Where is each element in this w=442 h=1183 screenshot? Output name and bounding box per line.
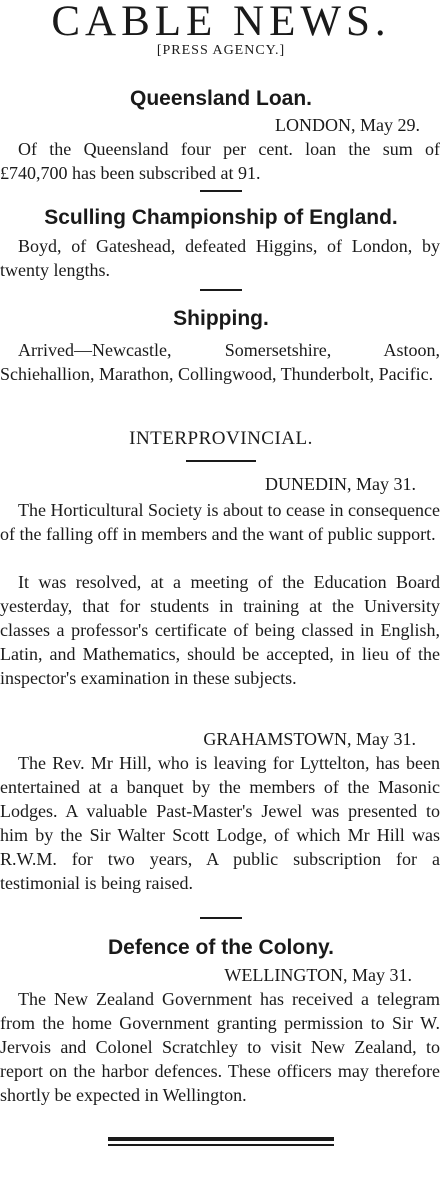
sculling-text: Boyd, of Gateshead, defeated Higgins, of London, by twenty lengths.	[0, 236, 440, 280]
dunedin-horticultural-text: The Horticultural Society is about to cease in consequence of the falling off in members and the want of public support.	[0, 500, 440, 544]
section-divider	[200, 917, 242, 919]
defence-heading: Defence of the Colony.	[108, 936, 334, 959]
shipping-text: Arrived—Newcastle, Somersetshire, Astoon, Schiehallion, Marathon, Collingwood, Thunderbolt, Pacific.	[0, 340, 440, 384]
wellington-dateline: WELLINGTON, May 31.	[224, 965, 412, 985]
section-divider	[200, 190, 242, 192]
dunedin-education-text: It was resolved, at a meeting of the Education Board yesterday, that for students in training at the University classes a professor's certificate of being classed in English, Latin, and Mathematics, should be accepted, in lieu of the inspector's examination in these subjects.	[0, 572, 440, 688]
grahamstown-text: The Rev. Mr Hill, who is leaving for Lyttelton, has been entertained at a banquet by the members of the Masonic Lodges. A valuable Past-Master's Jewel was presented to him by the Sir Walter Scott Lodge, of which Mr Hill was R.W.M. for two years, A public subscription for a testimonial is being raised.	[0, 753, 440, 893]
section-divider	[186, 460, 256, 462]
grahamstown-dateline: GRAHAMSTOWN, May 31.	[203, 729, 416, 749]
closing-rule-bottom	[108, 1144, 334, 1146]
section-divider	[200, 289, 242, 291]
queensland-loan-text: Of the Queensland four per cent. loan the sum of £740,700 has been subscribed at 91.	[0, 139, 440, 183]
closing-rule-top	[108, 1137, 334, 1141]
defence-text: The New Zealand Government has received a telegram from the home Government granting permission to Sir W. Jervois and Colonel Scratchley to visit New Zealand, to report on the harbor defences. These officers may therefore shortly be expected in Wellington.	[0, 989, 440, 1105]
sculling-heading: Sculling Championship of England.	[44, 206, 398, 229]
dunedin-dateline: DUNEDIN, May 31.	[265, 474, 416, 494]
queensland-loan-heading: Queensland Loan.	[129, 87, 313, 110]
masthead-title: CABLE NEWS.	[51, 0, 391, 45]
shipping-heading: Shipping.	[173, 307, 269, 330]
queensland-dateline: LONDON, May 29.	[275, 115, 420, 135]
press-agency-label: [PRESS AGENCY.]	[156, 43, 286, 58]
interprovincial-heading: INTERPROVINCIAL.	[129, 428, 313, 449]
